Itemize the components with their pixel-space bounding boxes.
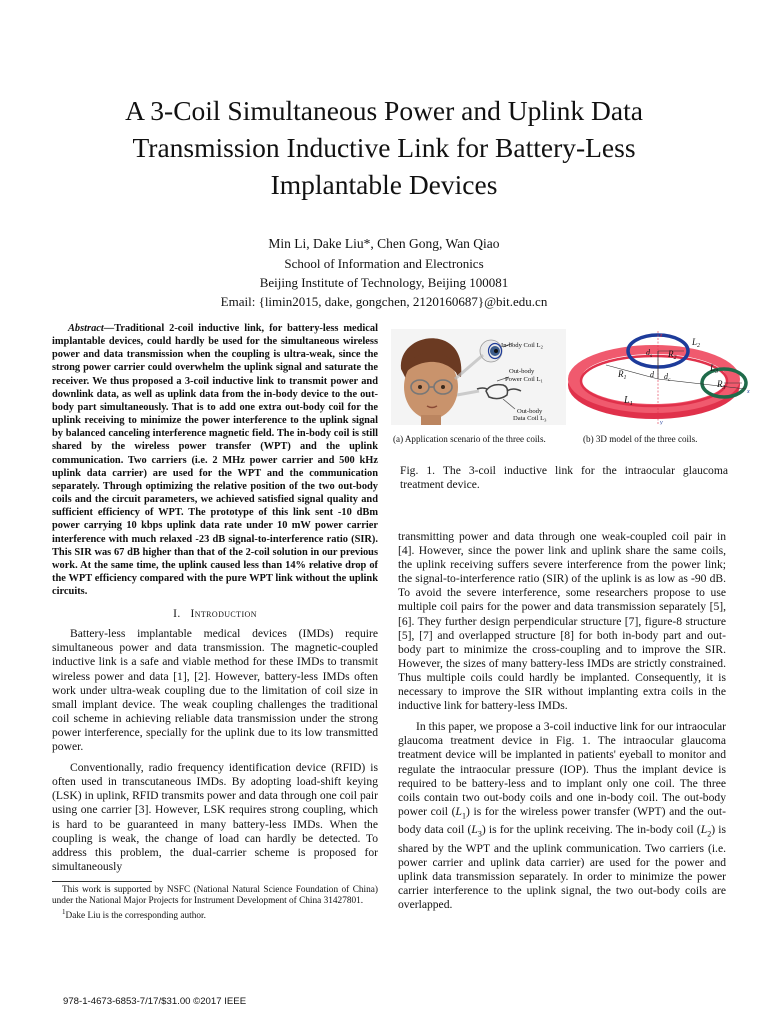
figure-1a-illustration [391,329,566,425]
axis-y-label: y [660,420,663,425]
title-line-1: A 3-Coil Simultaneous Power and Uplink Data [125,95,643,126]
power-coil-ring [568,345,740,419]
section-heading-introduction [52,608,378,620]
title-line-3: Implantable Devices [270,169,498,200]
paper-title [60,92,708,203]
left-column [52,322,378,922]
intro-paragraph-2: Conventionally, radio frequency identification device (RFID) is often used in transcutaneous IMDs. By adopting load-shift keying (LSK) in uplink, RFID transmits power and data through one coil pair using one carrier [3]. However, LSK requires strong coupling, which is hard to be guaranteed in many battery-less IMDs. When the coupling is weak, the change of load can hardly be detected. To address this problem, the dual-carrier scheme is proposed for simultaneously [52,761,378,873]
footnote-funding: This work is supported by NSFC (National Natural Science Foundation of China) under the National Major Projects for Instrument Development of China 31427801. [52,884,378,906]
axis-x-label: x [747,389,750,395]
label-L3: $L_3$ [710,363,719,375]
label-inbody-coil: In-body Coil $L_2$ [501,342,543,350]
figure-1b-caption: (b) 3D model of the three coils. [583,434,698,444]
isbn-footer: 978-1-4673-6853-7/17/$31.00 ©2017 IEEE [63,996,247,1007]
intro-paragraph-1: Battery-less implantable medical devices (IMDs) require simultaneous power and data transmission. The magnetic-coupled inductive link is a safe and viable method for these IMDs to transmit wireless power and data [1], [2]. However, battery-less IMDs often work under ultra-weak coupling due to the limitation of coil size in small implant device. The weak coupling challenges the traditional coil scheme in achieving reliable data transmission under the strong power interference, specially for the uplink due to its low transmitted power. [52,627,378,754]
section-title: Introduction [190,608,257,621]
author-email: Email: {limin2015, dake, gongchen, 2120160687}@bit.edu.cn [220,294,548,309]
label-d: d [650,370,654,379]
figure-1a-caption: (a) Application scenario of the three coils. [393,434,546,444]
label-ds: $d_s$ [646,348,653,359]
label-R2: $R_2$ [668,349,677,361]
footnote-divider [52,881,152,882]
right-column [398,530,726,919]
axis-z-label: z [660,333,663,339]
footnote-corresponding-text: Dake Liu is the corresponding author. [65,910,206,921]
label-outbody-data-coil: Out-body Data Coil $L_3$ [513,408,547,423]
label-L2: $L_2$ [692,337,701,349]
eyeball-inset [480,340,502,362]
author-names: Min Li, Dake Liu*, Chen Gong, Wan Qiao [268,236,500,251]
label-dc: $d_c$ [664,372,671,383]
label-outbody-power-coil: Out-body Power Coil $L_1$ [505,368,543,384]
section-number: I. [173,608,181,621]
label-R3: $R_3$ [717,379,726,391]
intro-paragraph-4: In this paper, we propose a 3-coil inductive link for our intraocular glaucoma treatment device in Fig. 1. The intraocular glaucoma treatment device will be implanted in patients' eyeball to monitor and regulate the intraocular pressure (IOP). Thus the implant device is required to be battery-less and to implant only one coil. The three coils contain two out-body coils and one in-body coil. The out-body power coil $(L_1)$ is for the wireless power transfer (WPT) and the out-body data coil $(L_3)$ is for the uplink receiving. The in-body coil $(L_2)$ is shared by the WPT and the uplink communication. Two carriers (i.e. power carrier and uplink data carrier) are used for the power and uplink data transmission separately. In order to minimize the power carrier interference to the uplink signal, the two out-body coils are overlapped. [398,720,726,911]
footnote-mark: 1 [62,907,66,916]
abstract-text: —Traditional 2-coil inductive link, for battery-less medical implantable devices, could hardly be used for the simultaneous wireless power and data transmission when the coupling is ultra-weak, since the strong power carrier could overwhelm the uplink signal and saturate the receiver. We thus proposed a 3-coil inductive link to transmit power and downlink data, as well as uplink data from the in-body device to the out-body part simultaneously. That is to add one extra out-body coil for the uplink receiving to minimize the power interference to the uplink signal by balanced canceling interference magnetic field. The in-body coil is still shared by the wireless power transfer (WPT) and the uplink communication. Two carriers (i.e. 2 MHz power carrier and 500 kHz uplink data carrier) are used for the WPT and the communication separately. Through optimizing the relative position of the two out-body coils and the circuit parameters, we achieved satisfied signal quality and sufficient efficiency of WPT. The prototype of this link sent -10 dBm power carrying 10 kbps uplink data rate under 10 mW power carrier interference with much relaxed -23 dB signal-to-interference ratio (SIR). This SIR was 67 dB higher than that of the 2-coil solution in our previous work. At the same time, the uplink caused less than 14% relative drop of the WPT efficiency compared with the pure WPT link without the uplink circuits. [52,323,378,598]
label-R1: $R_1$ [618,369,627,381]
abstract-lead: Abstract [68,323,104,334]
title-line-2: Transmission Inductive Link for Battery-Less [132,132,636,163]
author-institute: Beijing Institute of Technology, Beijing 100081 [259,275,509,290]
figure-1b-3d-model [566,329,756,425]
label-L1: $L_1$ [624,395,633,407]
author-school: School of Information and Electronics [284,256,484,271]
author-block [0,234,768,311]
footnote-corresponding [52,907,378,922]
abstract [52,322,378,598]
intro-paragraph-3: transmitting power and data through one weak-coupled coil pair in [4]. However, since the power link and uplink share the same coils, the uplink receiving suffers severe interference from the power link; the signal-to-interference ratio (SIR) of the uplink is as low as -90 dB. To avoid the severe interference, some researchers propose to use multiple coil pairs for the power and data transmission separately [5], [6]. They further design perpendicular structure [7], figure-8 structure [5], [7] and overlapped structure [8] for both in-body part and out-body part to minimize the cross-coupling and to improve the SIR. However, the sizes of many battery-less IMDs are strictly constrained. Thus multiple coils could hardly be implanted. Consequently, it is necessary to improve the SIR without implanting extra coils in the inductive link for battery-less IMDs. [398,530,726,713]
figure-1-caption: Fig. 1. The 3-coil inductive link for the intraocular glaucoma treatment device. [400,464,728,492]
figure-1 [391,329,761,499]
